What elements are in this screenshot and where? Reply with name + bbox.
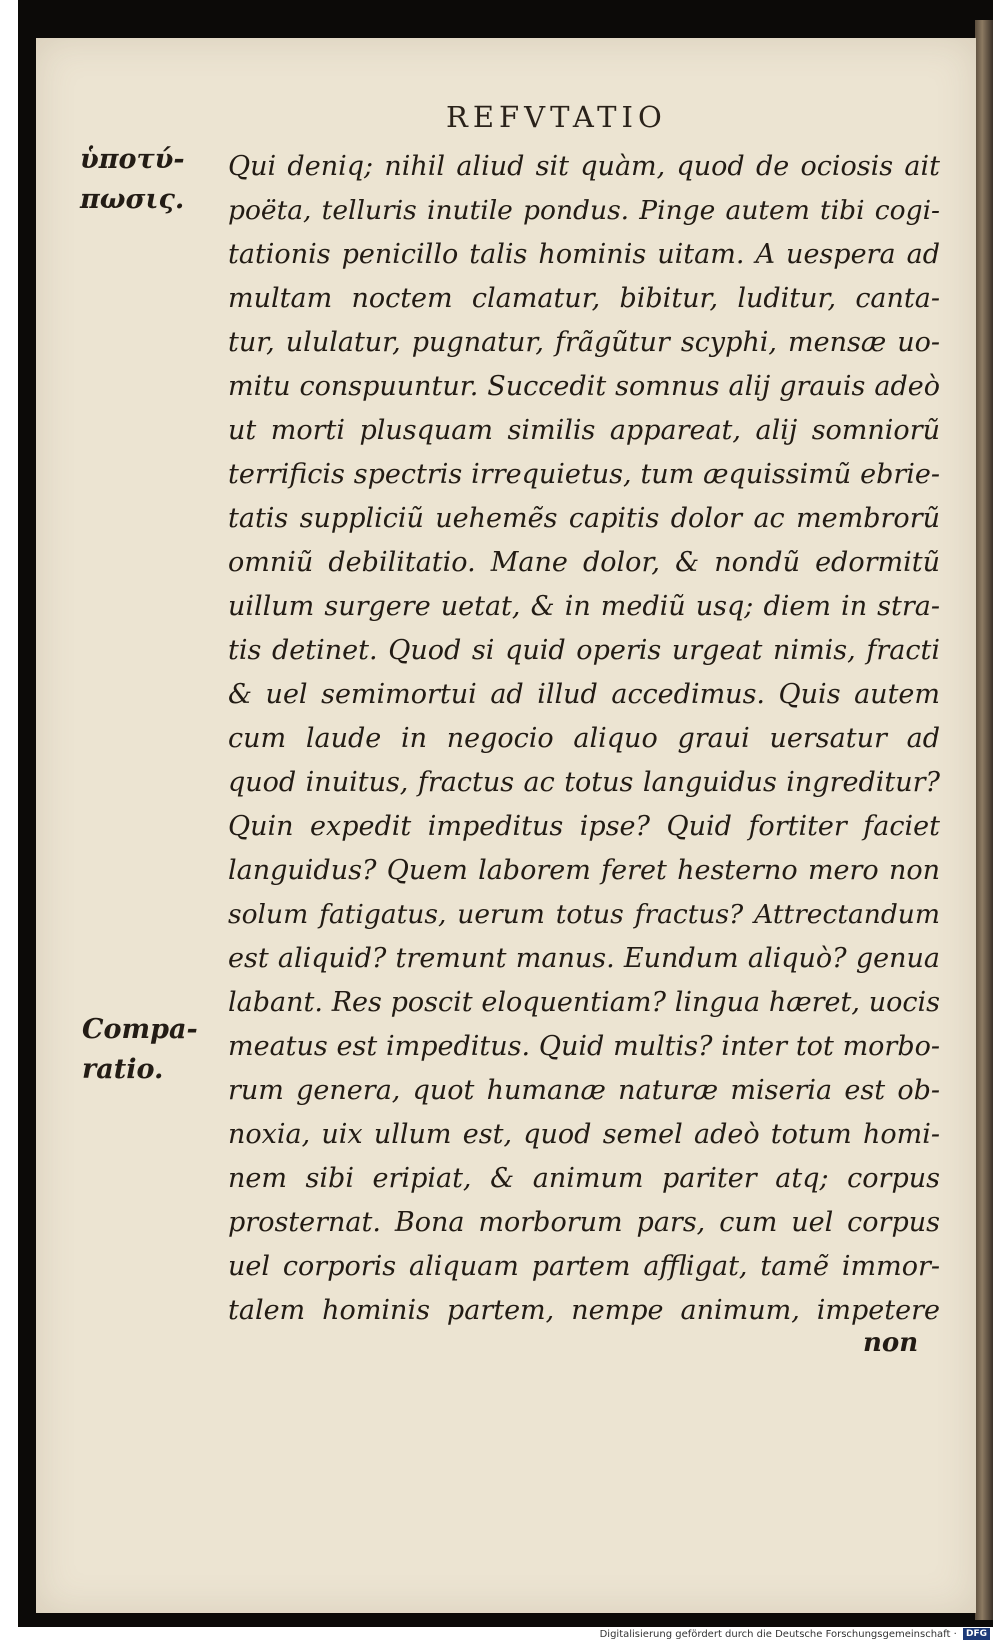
body-text (228, 145, 940, 1333)
page-edge (975, 20, 993, 1620)
text-line: tationis penicillo talis hominis uitam. A uespera ad (228, 239, 940, 270)
text-line: prosternat. Bona morborum pars, cum uel corpus (228, 1207, 940, 1238)
margin-note-line: ὑποτύ- (80, 144, 185, 175)
text-line: tur, ululatur, pugnatur, frãgũtur scyphi, mensæ uo- (228, 327, 940, 358)
text-line: tatis suppliciũ uehemẽs capitis dolor ac membrorũ (228, 503, 940, 534)
text-line: solum fatigatus, uerum totus fractus? Attrectandum (228, 899, 940, 930)
text-line: meatus est impeditus. Quid multis? inter tot morbo- (228, 1031, 940, 1062)
text-line: est aliquid? tremunt manus. Eundum aliquò? genua (228, 943, 940, 974)
dfg-logo: DFG (963, 1628, 990, 1640)
text-line: quod inuitus, fractus ac totus languidus ingreditur? (228, 767, 940, 798)
text-line: talem hominis partem, nempe animum, impetere (228, 1295, 940, 1326)
margin-note-comparatio (82, 1010, 198, 1090)
text-line: languidus? Quem laborem feret hesterno mero non (228, 855, 940, 886)
text-line: noxia, uix ullum est, quod semel adeò totum homi- (228, 1119, 940, 1150)
text-line: multam noctem clamatur, bibitur, luditur, canta- (228, 283, 940, 314)
text-line: Qui deniq; nihil aliud sit quàm, quod de ociosis ait (228, 151, 940, 182)
digitization-credit (600, 1628, 990, 1641)
margin-note-hypotyposis (80, 140, 185, 220)
running-head: REFVTATIO (446, 100, 667, 134)
text-line: labant. Res poscit eloquentiam? lingua hæret, uocis (228, 987, 940, 1018)
text-line: cum laude in negocio aliquo graui uersatur ad (228, 723, 940, 754)
text-line: tis detinet. Quod si quid operis urgeat nimis, fracti (228, 635, 940, 666)
text-line: ut morti plusquam similis appareat, alij somniorũ (228, 415, 940, 446)
text-line: omniũ debilitatio. Mane dolor, & nondũ edormitũ (228, 547, 940, 578)
credit-text: Digitalisierung gefördert durch die Deutsche Forschungsgemeinschaft · (599, 1629, 957, 1640)
text-line: mitu conspuuntur. Succedit somnus alij grauis adeò (228, 371, 940, 402)
text-line: & uel semimortui ad illud accedimus. Quis autem (228, 679, 940, 710)
text-line: rum genera, quot humanæ naturæ miseria est ob- (228, 1075, 940, 1106)
catchword: non (863, 1328, 919, 1358)
text-line: uillum surgere uetat, & in mediũ usq; diem in stra- (228, 591, 940, 622)
text-line: nem sibi eripiat, & animum pariter atq; corpus (228, 1163, 940, 1194)
text-line: Quin expedit impeditus ipse? Quid fortiter faciet (228, 811, 940, 842)
text-line: terrificis spectris irrequietus, tum æquissimũ ebrie- (228, 459, 940, 490)
margin-note-line: Compa- (82, 1014, 198, 1045)
margin-note-line: ratio. (82, 1054, 164, 1085)
text-line: uel corporis aliquam partem affligat, tamẽ immor- (228, 1251, 940, 1282)
margin-note-line: πωσις. (80, 184, 185, 215)
text-line: poëta, telluris inutile pondus. Pinge autem tibi cogi- (228, 195, 940, 226)
